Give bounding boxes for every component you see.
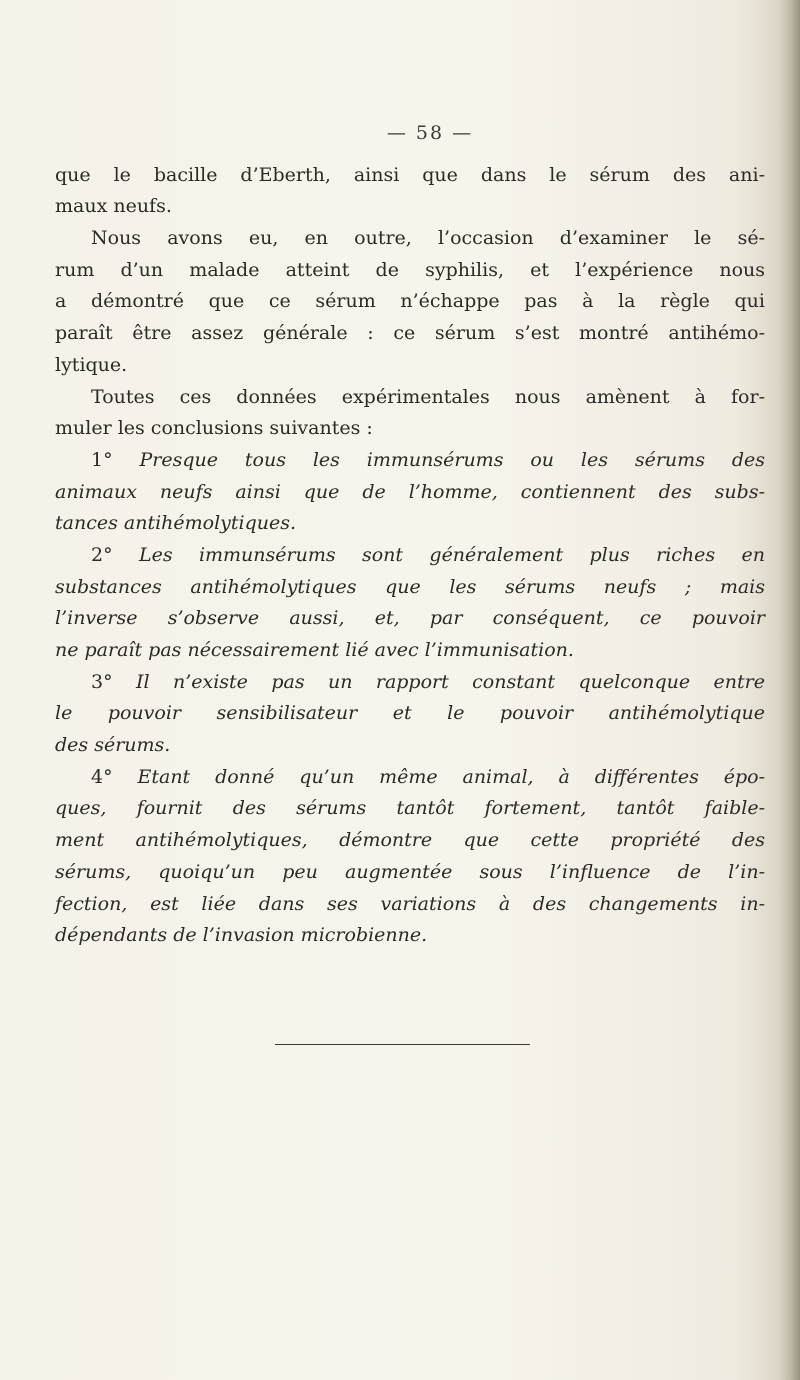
conclusion-text: Les immunsérums sont généralement plus riches en	[138, 543, 765, 566]
text-line	[55, 572, 765, 604]
conclusion-text: ques, fournit des sérums tantôt fortement, tantôt faible-	[55, 797, 765, 820]
text-line	[55, 762, 765, 794]
page-number: — 58 —	[386, 122, 474, 144]
text-line	[55, 191, 765, 223]
body-text: a démontré que ce sérum n’échappe pas à la règle qui	[55, 290, 765, 313]
end-rule	[275, 1044, 530, 1045]
text-line	[55, 413, 765, 445]
list-number: 1°	[91, 448, 140, 471]
body-text: paraît être assez générale : ce sérum s’est montré antihémo-	[55, 322, 765, 345]
text-line	[55, 223, 765, 255]
paragraph-lines	[55, 160, 765, 952]
text-line	[55, 350, 765, 382]
list-number: 3°	[91, 670, 136, 693]
text-line	[55, 920, 765, 952]
text-line	[55, 508, 765, 540]
conclusion-text: ne paraît pas nécessairement lié avec l’immunisation.	[55, 639, 574, 662]
text-line	[55, 730, 765, 762]
conclusion-text: le pouvoir sensibilisateur et le pouvoir antihémolytique	[55, 702, 765, 725]
conclusion-text: ment antihémolytiques, démontre que cette propriété des	[55, 829, 765, 852]
text-line	[55, 477, 765, 509]
conclusion-text: des sérums.	[55, 734, 171, 757]
conclusion-text: l’inverse s’observe aussi, et, par conséquent, ce pouvoir	[55, 607, 765, 630]
text-line	[55, 540, 765, 572]
text-line	[55, 318, 765, 350]
conclusion-text: tances antihémolytiques.	[55, 512, 297, 535]
body-text: rum d’un malade atteint de syphilis, et l’expérience nous	[55, 258, 765, 281]
conclusion-text: substances antihémolytiques que les sérums neufs ; mais	[55, 575, 765, 598]
body-text: muler les conclusions suivantes :	[55, 417, 373, 440]
text-line	[55, 603, 765, 635]
text-line	[55, 825, 765, 857]
text-line	[55, 160, 765, 192]
body-text: maux neufs.	[55, 195, 172, 218]
conclusion-text: dépendants de l’invasion microbienne.	[55, 924, 428, 947]
text-line	[55, 635, 765, 667]
conclusion-text: Presque tous les immunsérums ou les sérums des	[139, 448, 765, 471]
conclusion-text: fection, est liée dans ses variations à des changements in-	[55, 892, 765, 915]
conclusion-text: Etant donné qu’un même animal, à différentes épo-	[137, 765, 765, 788]
text-line	[55, 793, 765, 825]
body-text: Nous avons eu, en outre, l’occasion d’examiner le sé-	[91, 227, 765, 250]
conclusion-text: sérums, quoiqu’un peu augmentée sous l’influence de l’in-	[55, 860, 765, 883]
text-line	[55, 698, 765, 730]
conclusion-text: Il n’existe pas un rapport constant quelconque entre	[136, 670, 765, 693]
body-text: que le bacille d’Eberth, ainsi que dans le sérum des ani-	[55, 163, 765, 186]
text-line	[55, 382, 765, 414]
page-edge-shadow	[778, 0, 800, 1380]
list-number: 4°	[91, 765, 138, 788]
text-line	[55, 857, 765, 889]
body-text: lytique.	[55, 353, 128, 376]
text-block	[55, 118, 765, 952]
list-number: 2°	[91, 543, 139, 566]
conclusion-text: animaux neufs ainsi que de l’homme, contiennent des subs-	[55, 480, 765, 503]
text-line	[55, 667, 765, 699]
text-line	[55, 286, 765, 318]
text-line	[55, 255, 765, 287]
body-text: Toutes ces données expérimentales nous amènent à for-	[91, 385, 765, 408]
text-line	[55, 889, 765, 921]
text-line	[55, 445, 765, 477]
